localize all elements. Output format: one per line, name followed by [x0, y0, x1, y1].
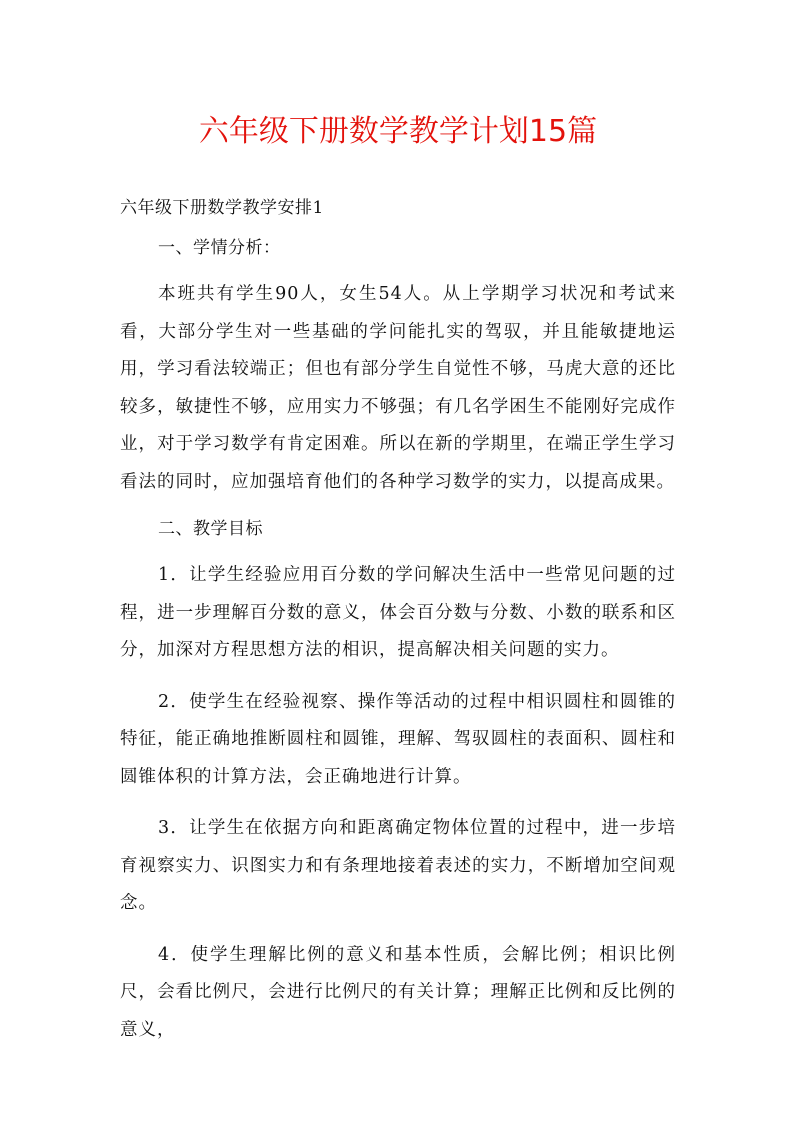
- paragraph-goal-3: 3．让学生在依据方向和距离确定物体位置的过程中，进一步培育视察实力、识图实力和有条理地接着表述的实力，不断增加空间观念。: [120, 818, 676, 913]
- paragraph-goal-4: 4．使学生理解比例的意义和基本性质，会解比例；相识比例尺，会看比例尺，会进行比例尺的有关计算；理解正比例和反比例的意义，: [120, 944, 676, 1040]
- section-heading-teaching-goals: 二、教学目标: [158, 519, 263, 539]
- paragraph-goal-1: 1．让学生经验应用百分数的学问解决生活中一些常见问题的过程，进一步理解百分数的意义，体会百分数与分数、小数的联系和区分，加深对方程思想方法的相识，提高解决相关问题的实力。: [120, 565, 676, 660]
- document-title: 六年级下册数学教学计划15篇: [198, 114, 598, 149]
- paragraph-learning-analysis: 本班共有学生90人，女生54人。从上学期学习状况和考试来看，大部分学生对一些基础的学问能扎实的驾驭，并且能敏捷地运用，学习看法较端正；但也有部分学生自觉性不够，马虎大意的还比较多，敏捷性不够，应用实力不够强；有几名学困生不能刚好完成作业，对于学习数学有肯定困难。所以在新的学期里，在端正学生学习看法的同时，应加强培育他们的各种学习数学的实力，以提高成果。: [120, 284, 676, 492]
- paragraph-goal-2: 2．使学生在经验视察、操作等活动的过程中相识圆柱和圆锥的特征，能正确地推断圆柱和圆锥，理解、驾驭圆柱的表面积、圆柱和圆锥体积的计算方法，会正确地进行计算。: [120, 691, 676, 787]
- section-heading-learning-analysis: 一、学情分析：: [158, 238, 281, 258]
- plan-heading: 六年级下册数学教学安排1: [120, 198, 324, 218]
